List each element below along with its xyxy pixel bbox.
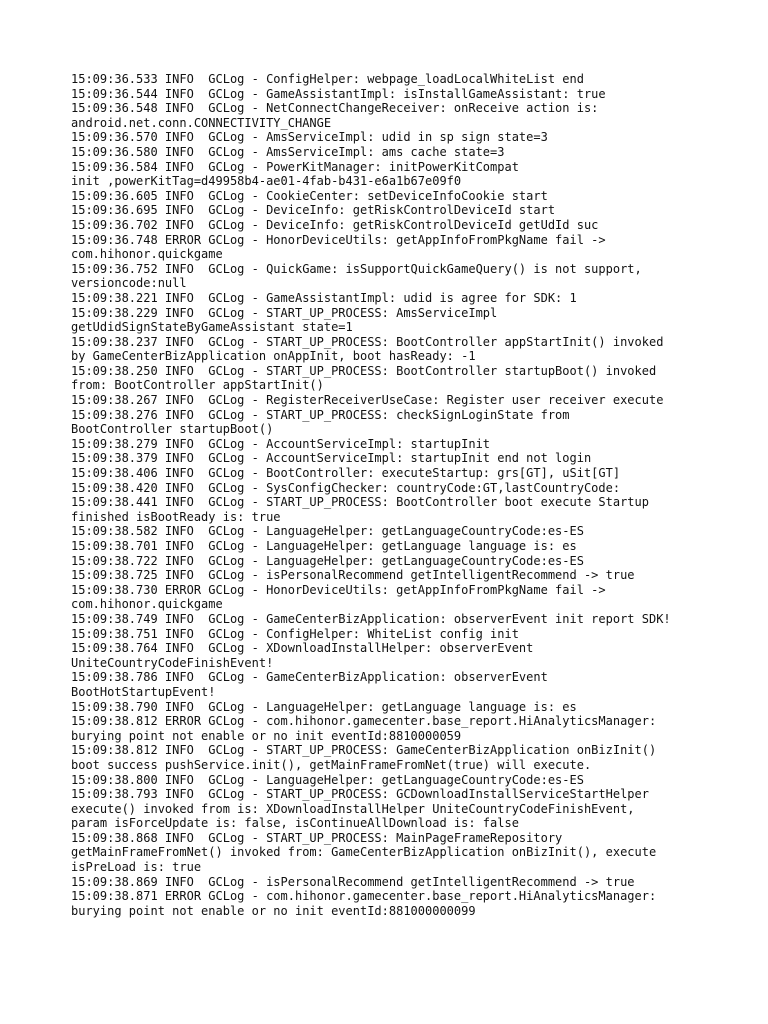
log-entry: 15:09:38.790 INFO GCLog - LanguageHelper: getLanguage language is: es xyxy=(71,699,577,714)
log-entry: 15:09:38.869 INFO GCLog - isPersonalRecommend getIntelligentRecommend -> true xyxy=(71,874,635,889)
log-entry: 15:09:38.406 INFO GCLog - BootController: executeStartup: grs[GT], uSit[GT] xyxy=(71,466,621,481)
log-entry-error: 15:09:38.812 ERROR GCLog - com.hihonor.gamecenter.base_report.HiAnalyticsManager: burying point not enable or no init eventId:8810000059 xyxy=(71,714,657,743)
log-entry: 15:09:38.722 INFO GCLog - LanguageHelper: getLanguageCountryCode:es-ES xyxy=(71,553,584,568)
log-entry: 15:09:38.793 INFO GCLog - START_UP_PROCESS: GCDownloadInstallServiceStartHelper execute() invoked from is: XDownloadInstallHelper UniteCountryCodeFinishEvent, param isForceUpdate is: false, isContinueAllDownload is: false xyxy=(71,787,649,831)
log-entry: 15:09:38.812 INFO GCLog - START_UP_PROCESS: GameCenterBizApplication onBizInit() boot success pushService.init(), getMainFrameFromNet(true) will execute. xyxy=(71,743,657,772)
log-entry: 15:09:36.548 INFO GCLog - NetConnectChangeReceiver: onReceive action is: android.net.conn.CONNECTIVITY_CHANGE xyxy=(71,101,599,130)
log-entry: 15:09:36.533 INFO GCLog - ConfigHelper: webpage_loadLocalWhiteList end xyxy=(71,72,584,86)
log-entry-error: 15:09:38.730 ERROR GCLog - HonorDeviceUtils: getAppInfoFromPkgName fail -> com.hihonor.quickgame xyxy=(71,582,606,612)
log-entry: 15:09:36.702 INFO GCLog - DeviceInfo: getRiskControlDeviceId getUdId suc xyxy=(71,217,599,232)
log-entry: 15:09:36.580 INFO GCLog - AmsServiceImpl: ams cache state=3 xyxy=(71,144,505,159)
log-entry-error: 15:09:36.748 ERROR GCLog - HonorDeviceUtils: getAppInfoFromPkgName fail -> com.hihonor.quickgame xyxy=(71,232,606,262)
log-entry: 15:09:38.800 INFO GCLog - LanguageHelper: getLanguageCountryCode:es-ES xyxy=(71,772,584,787)
log-entry: 15:09:38.221 INFO GCLog - GameAssistantImpl: udid is agree for SDK: 1 xyxy=(71,290,577,305)
log-entry: 15:09:36.605 INFO GCLog - CookieCenter: setDeviceInfoCookie start xyxy=(71,188,548,203)
log-entry: 15:09:38.250 INFO GCLog - START_UP_PROCESS: BootController startupBoot() invoked from: BootController appStartInit() xyxy=(71,363,657,393)
log-entry: 15:09:36.544 INFO GCLog - GameAssistantImpl: isInstallGameAssistant: true xyxy=(71,86,606,101)
log-document xyxy=(71,72,711,918)
log-entry: 15:09:38.764 INFO GCLog - XDownloadInstallHelper: observerEvent UniteCountryCodeFinishEvent! xyxy=(71,641,534,670)
log-entry: 15:09:36.752 INFO GCLog - QuickGame: isSupportQuickGameQuery() is not support, versioncode:null xyxy=(71,261,642,291)
log-entry: 15:09:38.749 INFO GCLog - GameCenterBizApplication: observerEvent init report SDK! xyxy=(71,611,671,626)
log-entry: 15:09:38.868 INFO GCLog - START_UP_PROCESS: MainPageFrameRepository getMainFrameFromNet() invoked from: GameCenterBizApplication onBizInit(), execute isPreLoad is: true xyxy=(71,830,657,875)
log-entry: 15:09:38.267 INFO GCLog - RegisterReceiverUseCase: Register user receiver execute xyxy=(71,393,664,408)
log-entry: 15:09:38.725 INFO GCLog - isPersonalRecommend getIntelligentRecommend -> true xyxy=(71,568,635,583)
log-entry: 15:09:36.584 INFO GCLog - PowerKitManager: initPowerKitCompat init ,powerKitTag=d49958b4-ae01-4fab-b431-e6a1b67e09f0 xyxy=(71,159,519,189)
log-entry: 15:09:38.237 INFO GCLog - START_UP_PROCESS: BootController appStartInit() invoked by GameCenterBizApplication onAppInit, boot hasReady: -1 xyxy=(71,334,664,364)
log-entry: 15:09:38.279 INFO GCLog - AccountServiceImpl: startupInit xyxy=(71,436,491,451)
log-entry: 15:09:36.695 INFO GCLog - DeviceInfo: getRiskControlDeviceId start xyxy=(71,203,556,218)
log-entry: 15:09:38.786 INFO GCLog - GameCenterBizApplication: observerEvent BootHotStartupEvent! xyxy=(71,670,548,699)
log-entry: 15:09:38.420 INFO GCLog - SysConfigChecker: countryCode:GT,lastCountryCode: xyxy=(71,480,621,495)
log-entry: 15:09:38.276 INFO GCLog - START_UP_PROCESS: checkSignLoginState from BootController startupBoot() xyxy=(71,407,570,437)
log-entry: 15:09:38.701 INFO GCLog - LanguageHelper: getLanguage language is: es xyxy=(71,539,577,553)
log-entry: 15:09:36.570 INFO GCLog - AmsServiceImpl: udid in sp sign state=3 xyxy=(71,130,548,145)
log-entry: 15:09:38.379 INFO GCLog - AccountServiceImpl: startupInit end not login xyxy=(71,451,592,466)
log-entry: 15:09:38.229 INFO GCLog - START_UP_PROCESS: AmsServiceImpl getUdidSignStateByGameAssistant state=1 xyxy=(71,305,498,335)
log-entry: 15:09:38.751 INFO GCLog - ConfigHelper: WhiteList config init xyxy=(71,626,519,641)
log-entry-error: 15:09:38.871 ERROR GCLog - com.hihonor.gamecenter.base_report.HiAnalyticsManager: burying point not enable or no init eventId:881000000099 xyxy=(71,889,657,918)
log-entry: 15:09:38.441 INFO GCLog - START_UP_PROCESS: BootController boot execute Startup finished isBootReady is: true xyxy=(71,495,649,524)
log-entry: 15:09:38.582 INFO GCLog - LanguageHelper: getLanguageCountryCode:es-ES xyxy=(71,524,584,539)
